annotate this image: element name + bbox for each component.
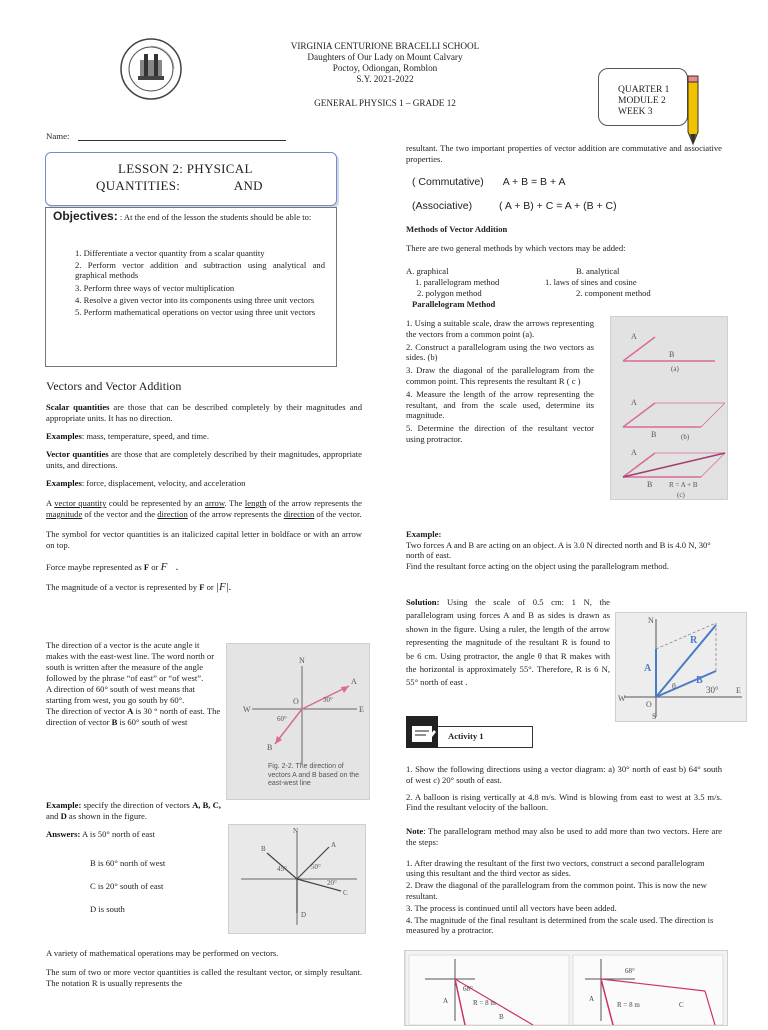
svg-text:30°: 30° <box>706 685 719 695</box>
figure-polygon-example <box>404 950 728 1026</box>
svg-text:A: A <box>644 663 652 674</box>
direction-text: The direction of a vector is the acute angle it makes with the east-west line. The word north or south is written after the measure of the angle followed by the phrase “of east” or “of west”. <box>46 640 215 683</box>
angle-label: 30° <box>323 696 333 704</box>
associative-equation: ( A + B) + C = A + (B + C) <box>499 200 617 212</box>
direction-example: A direction of 60° south of west means that starting from west, you go south by 60°. <box>46 684 196 705</box>
associative-label: (Associative) <box>412 200 473 212</box>
svg-text:68°: 68° <box>625 967 635 975</box>
commutative-label: ( Commutative) <box>412 176 484 188</box>
svg-text:C: C <box>679 1001 684 1009</box>
activity-item: 2. A balloon is rising vertically at 4.8 m/s. Wind is blowing from east to west at 3.5 m/s. Find the resultant velocity of the balloon. <box>406 791 722 813</box>
objective-item: 4. Resolve a given vector into its components using three unit vectors <box>75 294 315 305</box>
vector-definition: Vector quantities are those that are completely described by their magnitudes, appropriate units, and directions. <box>46 449 362 470</box>
note-step: 1. After drawing the resultant of the first two vectors, construct a second parallelogram using this resultant and the third vector as sides. <box>406 858 705 879</box>
figure-parallelogram-method <box>610 316 728 500</box>
module-label: MODULE 2 <box>618 96 666 106</box>
example-question: Example: specify the direction of vectors A, B, C, and D as shown in the figure. <box>46 800 221 821</box>
school-line2: Poctoy, Odiongan, Romblon <box>332 63 438 73</box>
symbol-text: The symbol for vector quantities is an italicized capital letter in boldface or with an arrow on top. <box>46 529 362 550</box>
scalar-definition: Scalar quantities are those that can be described completely by their magnitudes and appropriate units. It has no direction. <box>46 402 362 423</box>
svg-text:R: R <box>690 635 698 646</box>
vector-label: B <box>261 845 266 853</box>
svg-text:B: B <box>647 480 653 489</box>
lesson-title-line2b: AND <box>233 178 263 193</box>
objectives-intro: : At the end of the lesson the students should be able to: <box>119 212 312 222</box>
compass-east: E <box>359 705 364 714</box>
svg-text:68°: 68° <box>463 985 473 993</box>
svg-text:A: A <box>631 448 637 457</box>
analytical-label: B. analytical <box>576 266 620 276</box>
subject-title: GENERAL PHYSICS 1 – GRADE 12 <box>314 98 456 108</box>
answer-b: B is 60° north of west <box>90 858 166 868</box>
svg-text:B: B <box>696 675 703 686</box>
solution-text: Solution: Using the scale of 0.5 cm: 1 N, the parallelogram using forces A and B as sides is drawn as shown in the figure. Using a ruler, the length of the arrow representing the magnitude of the resultant R is found to be 6 cm. Using protractor, the angle θ that R makes with the horizontal is approximately 55°. Therefore, R is 6 N, 55° north of east . <box>406 597 610 688</box>
lesson-title-line2a: QUANTITIES: <box>96 178 181 193</box>
methods-text: There are two general methods by which vectors may be added: <box>406 243 626 253</box>
example-find: Find the resultant force acting on the object using the parallelogram method. <box>406 560 669 571</box>
methods-heading: Methods of Vector Addition <box>406 224 508 234</box>
name-field[interactable] <box>78 140 286 141</box>
note-step: 4. The magnitude of the final resultant is determined from the scale used. The direction is measured by a protractor. <box>406 915 714 936</box>
compass-north: N <box>648 616 654 625</box>
svg-text:θ: θ <box>672 682 676 691</box>
parallelogram-step: 5. Determine the direction of the resultant vector using protractor. <box>406 423 594 444</box>
angle-label: 20° <box>327 879 337 887</box>
objective-item: 3. Perform three ways of vector multiplication <box>75 282 235 293</box>
commutative-equation: A + B = B + A <box>502 176 566 188</box>
school-line1: Daughters of Our Lady on Mount Calvary <box>307 52 463 62</box>
arrow-representation-text: A vector quantity could be represented by an arrow. The length of the arrow represents the magnitude of the vector and the direction of the arrow represents the direction of the vector. <box>46 498 362 519</box>
graphical-method-2: 2. polygon method <box>417 288 482 298</box>
angle-label: 45° <box>277 865 287 873</box>
compass-north: N <box>293 827 299 835</box>
svg-text:R = 8 m: R = 8 m <box>473 999 496 1007</box>
note-step: 2. Draw the diagonal of the parallelogram from the common point. This is now the new resultant. <box>406 880 707 901</box>
vector-examples: Examples: force, displacement, velocity, and acceleration <box>46 478 246 488</box>
compass-west: W <box>243 705 251 714</box>
magnitude-representation: The magnitude of a vector is represented by F or |F|. <box>46 581 232 593</box>
svg-text:A: A <box>631 398 637 407</box>
objective-item: 5. Perform mathematical operations on vector using three unit vectors <box>75 307 316 318</box>
quarter-label: QUARTER 1 <box>618 85 670 95</box>
figure-example-vectors <box>228 824 366 934</box>
graphical-method-1: 1. parallelogram method <box>415 277 500 287</box>
compass-south: S <box>652 712 657 721</box>
compass-west: W <box>618 694 626 703</box>
compass-east: E <box>736 686 741 695</box>
resultant-continued: resultant. The two important properties of vector addition are commutative and associative properties. <box>406 143 722 164</box>
vector-label: B <box>267 743 273 752</box>
parallelogram-step: 4. Measure the length of the arrow representing the resultant, and from the scale used, determine its magnitude. <box>406 388 594 421</box>
parallelogram-heading: Parallelogram Method <box>412 299 496 309</box>
example-problem: Two forces A and B are acting on an object. A is 3.0 N directed north and B is 4.0 N, 30° north of east. <box>406 539 711 561</box>
analytical-method-1: 1. laws of sines and cosine <box>545 277 637 287</box>
force-representation: Force maybe represented as F or F⃗. <box>46 561 179 573</box>
resultant-text: The sum of two or more vector quantities is called the resultant vector, or simply resultant. The notation R is usually represents the <box>46 967 362 988</box>
answer-c: C is 20° south of east <box>90 881 164 891</box>
svg-text:(b): (b) <box>681 433 690 441</box>
vector-label: D <box>301 911 307 919</box>
objective-item: 1. Differentiate a vector quantity from a scalar quantity <box>75 248 265 258</box>
vector-label: C <box>343 889 348 897</box>
note-text: Note: The parallelogram method may also be used to add more than two vectors. Here are the steps: <box>406 826 722 847</box>
angle-label: 60° <box>277 715 287 723</box>
vector-label: A <box>351 677 357 686</box>
figure-caption: Fig. 2-2. The direction of vectors A and B based on the east-west line <box>268 763 360 787</box>
school-seal <box>120 38 182 100</box>
svg-text:R = 8 m: R = 8 m <box>617 1001 640 1009</box>
svg-text:A: A <box>443 997 449 1005</box>
origin-label: O <box>646 700 652 709</box>
svg-text:A: A <box>589 995 595 1003</box>
objective-item: 2. Perform vector addition and subtraction using analytical and graphical methods <box>75 260 325 281</box>
school-name: VIRGINIA CENTURIONE BRACELLI SCHOOL <box>290 41 480 51</box>
angle-label: 50° <box>311 863 321 871</box>
objectives-heading: Objectives: <box>53 209 118 223</box>
svg-text:B: B <box>669 350 675 359</box>
vector-label: A <box>331 841 337 849</box>
parallelogram-step: 1. Using a suitable scale, draw the arrows representing the vectors from a common point (a). <box>406 318 594 339</box>
scalar-examples: Examples: mass, temperature, speed, and time. <box>46 431 210 441</box>
parallelogram-step: 3. Draw the diagonal of the parallelogram from the common point. This represents the resultant R ( c ) <box>406 365 594 386</box>
name-label: Name: <box>46 131 70 141</box>
lesson-title-line1: LESSON 2: PHYSICAL <box>118 161 253 176</box>
activity-item: 1. Show the following directions using a vector diagram: a) 30° north of east b) 64° south of west c) 20° south of east. <box>406 764 722 785</box>
week-label: WEEK 3 <box>618 107 653 117</box>
graphical-label: A. graphical <box>406 266 449 276</box>
section-title: Vectors and Vector Addition <box>46 379 182 393</box>
analytical-method-2: 2. component method <box>576 288 651 298</box>
svg-text:B: B <box>651 430 657 439</box>
answer-d: D is south <box>90 904 125 914</box>
activity-icon <box>406 716 438 748</box>
svg-text:(a): (a) <box>671 365 679 373</box>
operations-text: A variety of mathematical operations may be performed on vectors. <box>46 948 279 958</box>
answer-a: Answers: A is 50° north of east <box>46 829 155 839</box>
activity-title: Activity 1 <box>448 731 484 741</box>
pencil-icon <box>682 74 704 146</box>
example-label: Example: <box>406 529 442 539</box>
origin-label: O <box>293 697 299 706</box>
direction-vectors: The direction of vector A is 30 ° north of east. The direction of vector B is 60° south of west <box>46 706 221 727</box>
svg-text:R = A + B: R = A + B <box>669 481 698 489</box>
compass-north: N <box>299 656 305 665</box>
parallelogram-step: 2. Construct a parallelogram using the two vectors as sides. (b) <box>406 341 594 363</box>
svg-text:B: B <box>499 1013 504 1021</box>
note-step: 3. The process is continued until all vectors have been added. <box>406 902 617 913</box>
figure-solution-parallelogram <box>615 612 747 722</box>
svg-text:A: A <box>631 332 637 341</box>
school-year: S.Y. 2021-2022 <box>356 74 414 84</box>
svg-text:(c): (c) <box>677 491 685 499</box>
